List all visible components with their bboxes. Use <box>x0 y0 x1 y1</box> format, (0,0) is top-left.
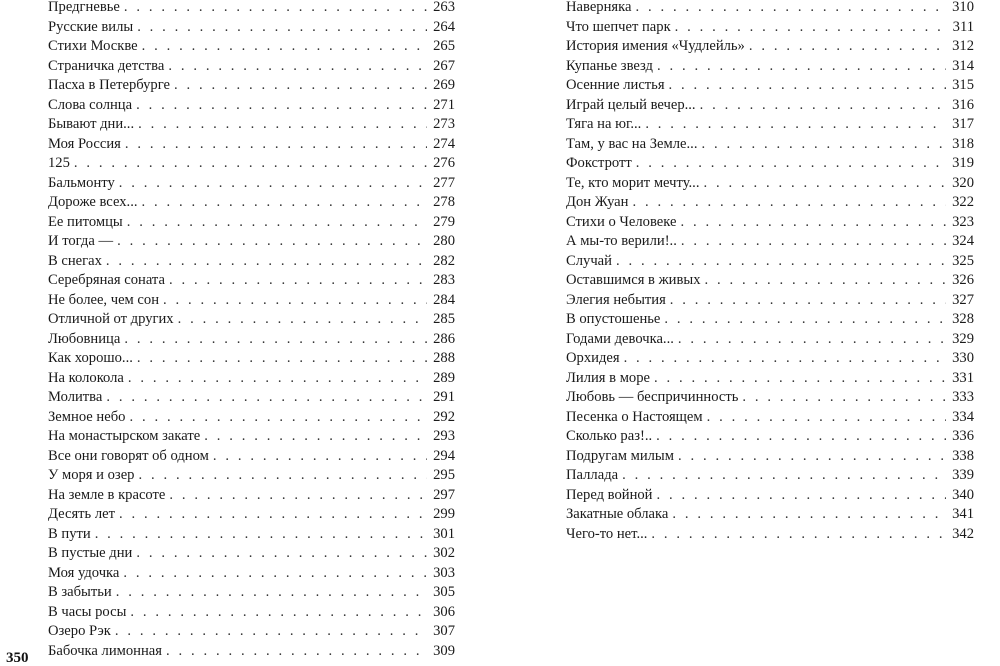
dot-leader <box>119 505 427 525</box>
toc-entry-title: Земное небо <box>48 408 126 425</box>
toc-entry <box>566 349 974 369</box>
toc-entry-page-number: 309 <box>433 642 455 659</box>
toc-entry <box>48 466 455 486</box>
dot-leader <box>204 427 427 447</box>
toc-entry <box>48 291 455 311</box>
toc-entry-page-number: 303 <box>433 564 455 581</box>
toc-entry-title: Там, у вас на Земле... <box>566 135 698 152</box>
toc-entry <box>566 0 974 18</box>
dot-leader <box>664 310 946 330</box>
toc-entry <box>566 174 974 194</box>
toc-entry-page-number: 299 <box>433 506 455 522</box>
toc-entry-page-number: 306 <box>433 603 455 620</box>
toc-entry-page-number: 325 <box>952 252 974 269</box>
toc-entry-title: Моя Россия <box>48 135 121 152</box>
toc-entry-page-number: 340 <box>952 486 974 503</box>
toc-entry-page-number: 280 <box>433 233 455 249</box>
toc-entry-title: Песенка о Настоящем <box>566 408 703 425</box>
toc-entry <box>48 642 455 662</box>
toc-entry <box>48 564 455 584</box>
toc-entry <box>566 525 974 545</box>
dot-leader <box>127 213 427 233</box>
dot-leader <box>675 18 946 38</box>
toc-entry <box>48 583 455 603</box>
toc-entry-title: А мы-то верили!.. <box>566 233 677 249</box>
toc-entry-page-number: 315 <box>952 77 974 93</box>
toc-entry-title: Серебряная соната <box>48 272 165 288</box>
dot-leader <box>106 388 427 408</box>
dot-leader <box>178 310 427 330</box>
dot-leader <box>645 115 946 135</box>
toc-entry-page-number: 278 <box>433 194 455 210</box>
toc-entry-page-number: 292 <box>433 408 455 425</box>
dot-leader <box>137 349 427 369</box>
dot-leader <box>95 525 427 545</box>
toc-entry-title: В забытьи <box>48 584 112 600</box>
toc-entry-title: Бывают дни... <box>48 116 135 132</box>
toc-entry-title: Бабочка лимонная <box>48 642 162 659</box>
dot-leader <box>74 154 427 174</box>
toc-entry-title: Подругам милым <box>566 447 674 464</box>
toc-entry <box>566 408 974 428</box>
toc-entry-page-number: 265 <box>433 38 455 54</box>
toc-entry-page-number: 329 <box>952 330 974 347</box>
dot-leader <box>657 57 946 77</box>
toc-entry-title: Паллада <box>566 467 619 483</box>
toc-entry-title: Все они говорят об одном <box>48 447 209 464</box>
dot-leader <box>163 291 427 311</box>
dot-leader <box>106 252 427 272</box>
toc-entry-page-number: 312 <box>952 38 974 54</box>
dot-leader <box>632 193 946 213</box>
dot-leader <box>635 0 946 18</box>
page-number: 350 <box>6 650 29 666</box>
toc-entry-title: Любовница <box>48 330 121 347</box>
dot-leader <box>125 135 427 155</box>
toc-entry-page-number: 274 <box>433 135 455 152</box>
dot-leader <box>616 252 946 272</box>
toc-entry <box>566 466 974 486</box>
dot-leader <box>707 408 946 428</box>
toc-entry <box>566 447 974 467</box>
toc-entry <box>566 388 974 408</box>
toc-entry-title: Ее питомцы <box>48 213 123 230</box>
toc-entry-page-number: 316 <box>952 96 974 113</box>
toc-entry-title: История имения «Чудлейль» <box>566 38 745 54</box>
toc-entry <box>48 0 455 18</box>
toc-entry-page-number: 305 <box>433 584 455 600</box>
toc-entry-page-number: 294 <box>433 447 455 464</box>
toc-entry <box>566 213 974 233</box>
toc-entry <box>566 96 974 116</box>
toc-entry-title: На колокола <box>48 369 124 386</box>
toc-entry <box>566 37 974 57</box>
toc-entry-page-number: 333 <box>952 389 974 405</box>
dot-leader <box>142 193 428 213</box>
toc-entry <box>48 447 455 467</box>
toc-entry <box>566 291 974 311</box>
toc-entry-title: Закатные облака <box>566 506 669 522</box>
dot-leader <box>168 57 427 77</box>
toc-entry-title: 125 <box>48 155 70 171</box>
dot-leader <box>136 96 427 116</box>
dot-leader <box>654 369 946 389</box>
dot-leader <box>137 18 427 38</box>
toc-entry <box>566 252 974 272</box>
toc-entry <box>48 369 455 389</box>
dot-leader <box>166 642 427 662</box>
toc-entry-title: Годами девочка... <box>566 330 674 347</box>
toc-entry-page-number: 317 <box>952 116 974 132</box>
toc-entry <box>48 232 455 252</box>
toc-entry <box>566 427 974 447</box>
toc-entry <box>48 388 455 408</box>
toc-entry-page-number: 314 <box>952 57 974 74</box>
toc-entry-page-number: 328 <box>952 311 974 327</box>
toc-entry-title: Русские вилы <box>48 18 134 35</box>
toc-entry <box>566 232 974 252</box>
toc-entry-page-number: 324 <box>952 233 974 249</box>
dot-leader <box>174 76 427 96</box>
toc-entry-page-number: 297 <box>433 486 455 503</box>
toc-entry <box>566 57 974 77</box>
toc-entry <box>48 76 455 96</box>
toc-entry-title: В опустошенье <box>566 311 661 327</box>
dot-leader <box>169 271 427 291</box>
dot-leader <box>636 154 946 174</box>
toc-entry-page-number: 327 <box>952 291 974 308</box>
dot-leader <box>705 271 947 291</box>
toc-list-right <box>566 0 974 544</box>
dot-leader <box>213 447 427 467</box>
toc-entry <box>48 135 455 155</box>
dot-leader <box>651 525 946 545</box>
dot-leader <box>703 174 946 194</box>
toc-entry-page-number: 318 <box>952 135 974 152</box>
toc-entry-title: Пасха в Петербурге <box>48 77 170 93</box>
dot-leader <box>670 291 946 311</box>
toc-entry <box>48 622 455 642</box>
dot-leader <box>749 37 946 57</box>
toc-entry-title: Фокстротт <box>566 155 632 171</box>
toc-entry <box>566 505 974 525</box>
toc-entry <box>48 525 455 545</box>
toc-entry-page-number: 284 <box>433 291 455 308</box>
toc-entry-title: Чего-то нет... <box>566 525 648 542</box>
toc-entry <box>48 427 455 447</box>
toc-entry <box>48 603 455 623</box>
dot-leader <box>742 388 946 408</box>
toc-entry-title: Любовь — беспричинность <box>566 389 739 405</box>
toc-entry-title: И тогда — <box>48 233 114 249</box>
dot-leader <box>124 330 427 350</box>
toc-entry-page-number: 319 <box>952 155 974 171</box>
toc-entry <box>48 486 455 506</box>
toc-entry <box>566 135 974 155</box>
toc-entry <box>48 310 455 330</box>
toc-entry-page-number: 293 <box>433 428 455 444</box>
dot-leader <box>657 486 947 506</box>
toc-entry-page-number: 273 <box>433 116 455 132</box>
toc-entry <box>48 252 455 272</box>
toc-entry-page-number: 271 <box>433 96 455 113</box>
toc-entry-page-number: 310 <box>952 0 974 15</box>
toc-entry <box>48 408 455 428</box>
toc-entry-title: Отличной от других <box>48 311 174 327</box>
toc-entry-page-number: 295 <box>433 467 455 483</box>
toc-entry-page-number: 330 <box>952 350 974 366</box>
toc-entry <box>48 37 455 57</box>
dot-leader <box>669 76 946 96</box>
dot-leader <box>681 232 946 252</box>
toc-entry-title: Стихи Москве <box>48 38 138 54</box>
toc-entry-title: В пустые дни <box>48 545 133 561</box>
toc-entry-page-number: 269 <box>433 77 455 93</box>
dot-leader <box>624 349 946 369</box>
toc-entry-title: Перед войной <box>566 486 653 503</box>
toc-entry <box>48 115 455 135</box>
toc-entry <box>48 154 455 174</box>
toc-entry <box>48 544 455 564</box>
toc-entry-title: Десять лет <box>48 506 115 522</box>
dot-leader <box>130 603 427 623</box>
toc-entry <box>48 193 455 213</box>
toc-entry-title: Не более, чем сон <box>48 291 160 308</box>
toc-entry <box>48 57 455 77</box>
toc-entry <box>566 310 974 330</box>
dot-leader <box>678 447 946 467</box>
toc-entry-title: Сколько раз!.. <box>566 428 653 444</box>
toc-entry <box>48 18 455 38</box>
toc-entry-page-number: 339 <box>952 467 974 483</box>
dot-leader <box>169 486 427 506</box>
toc-entry-title: Молитва <box>48 389 103 405</box>
toc-entry-title: Озеро Рэк <box>48 623 111 639</box>
toc-entry-title: Случай <box>566 252 612 269</box>
toc-entry-page-number: 276 <box>433 155 455 171</box>
dot-leader <box>117 232 427 252</box>
toc-entry-title: Лилия в море <box>566 369 651 386</box>
toc-entry <box>48 213 455 233</box>
toc-entry-page-number: 326 <box>952 272 974 288</box>
toc-entry-title: Что шепчет парк <box>566 18 671 35</box>
toc-entry-title: Тяга на юг... <box>566 116 642 132</box>
toc-entry-title: На монастырском закате <box>48 428 201 444</box>
dot-leader <box>128 369 427 389</box>
toc-entry <box>566 154 974 174</box>
toc-list-left <box>48 0 455 661</box>
toc-entry <box>48 174 455 194</box>
dot-leader <box>124 0 427 18</box>
toc-entry-title: Наверняка <box>566 0 632 15</box>
toc-entry-page-number: 342 <box>952 525 974 542</box>
dot-leader <box>115 622 427 642</box>
toc-entry-title: Осенние листья <box>566 77 665 93</box>
toc-entry-title: Купанье звезд <box>566 57 653 74</box>
dot-leader <box>142 37 427 57</box>
dot-leader <box>138 466 427 486</box>
toc-entry-page-number: 264 <box>433 18 455 35</box>
toc-entry <box>566 76 974 96</box>
toc-entry-page-number: 322 <box>952 194 974 210</box>
toc-entry-page-number: 291 <box>433 389 455 405</box>
dot-leader <box>129 408 427 428</box>
toc-entry <box>48 96 455 116</box>
toc-entry-title: Предгневье <box>48 0 120 15</box>
toc-entry-title: Слова солнца <box>48 96 133 113</box>
toc-entry-title: Играй целый вечер... <box>566 96 696 113</box>
toc-entry-page-number: 341 <box>952 506 974 522</box>
toc-entry-page-number: 331 <box>952 369 974 386</box>
toc-entry-title: Те, кто морит мечту... <box>566 174 700 191</box>
toc-entry <box>48 271 455 291</box>
toc-entry-title: Орхидея <box>566 350 620 366</box>
toc-entry-page-number: 320 <box>952 174 974 191</box>
toc-entry-title: Моя удочка <box>48 564 120 581</box>
dot-leader <box>700 96 946 116</box>
dot-leader <box>136 544 427 564</box>
toc-entry-page-number: 283 <box>433 272 455 288</box>
dot-leader <box>138 115 427 135</box>
toc-entry <box>566 486 974 506</box>
toc-entry-page-number: 289 <box>433 369 455 386</box>
toc-entry <box>566 193 974 213</box>
toc-entry-page-number: 311 <box>952 18 974 35</box>
toc-entry-title: У моря и озер <box>48 467 135 483</box>
toc-entry-page-number: 336 <box>952 428 974 444</box>
dot-leader <box>119 174 427 194</box>
toc-entry-page-number: 286 <box>433 330 455 347</box>
toc-entry <box>48 349 455 369</box>
toc-entry-page-number: 282 <box>433 252 455 269</box>
dot-leader <box>672 505 946 525</box>
toc-entry-title: Стихи о Человеке <box>566 213 677 230</box>
toc-entry-page-number: 307 <box>433 623 455 639</box>
toc-entry <box>48 330 455 350</box>
toc-entry-page-number: 277 <box>433 174 455 191</box>
dot-leader <box>622 466 946 486</box>
right-page <box>500 0 1000 666</box>
toc-entry-title: На земле в красоте <box>48 486 166 503</box>
toc-entry-title: Оставшимся в живых <box>566 272 701 288</box>
dot-leader <box>116 583 427 603</box>
toc-entry <box>48 505 455 525</box>
toc-entry-page-number: 302 <box>433 545 455 561</box>
toc-entry-page-number: 263 <box>433 0 455 15</box>
toc-entry-title: Страничка детства <box>48 57 165 74</box>
toc-entry <box>566 18 974 38</box>
toc-entry-title: В часы росы <box>48 603 127 620</box>
toc-entry-page-number: 279 <box>433 213 455 230</box>
toc-entry-title: Бальмонту <box>48 174 115 191</box>
toc-entry-page-number: 338 <box>952 447 974 464</box>
toc-entry-page-number: 323 <box>952 213 974 230</box>
dot-leader <box>656 427 946 447</box>
toc-entry-page-number: 285 <box>433 311 455 327</box>
toc-entry-page-number: 267 <box>433 57 455 74</box>
toc-entry-title: Элегия небытия <box>566 291 666 308</box>
toc-entry-title: Как хорошо... <box>48 350 133 366</box>
toc-entry-page-number: 288 <box>433 350 455 366</box>
dot-leader <box>680 213 946 233</box>
dot-leader <box>678 330 946 350</box>
toc-entry-page-number: 334 <box>952 408 974 425</box>
dot-leader <box>123 564 427 584</box>
dot-leader <box>701 135 946 155</box>
toc-entry-title: Дон Жуан <box>566 194 629 210</box>
toc-entry <box>566 115 974 135</box>
toc-entry-title: Дороже всех... <box>48 194 138 210</box>
toc-entry <box>566 271 974 291</box>
toc-entry-title: В пути <box>48 525 91 542</box>
toc-entry-title: В снегах <box>48 252 102 269</box>
toc-entry-page-number: 301 <box>433 525 455 542</box>
toc-entry <box>566 369 974 389</box>
toc-entry <box>566 330 974 350</box>
